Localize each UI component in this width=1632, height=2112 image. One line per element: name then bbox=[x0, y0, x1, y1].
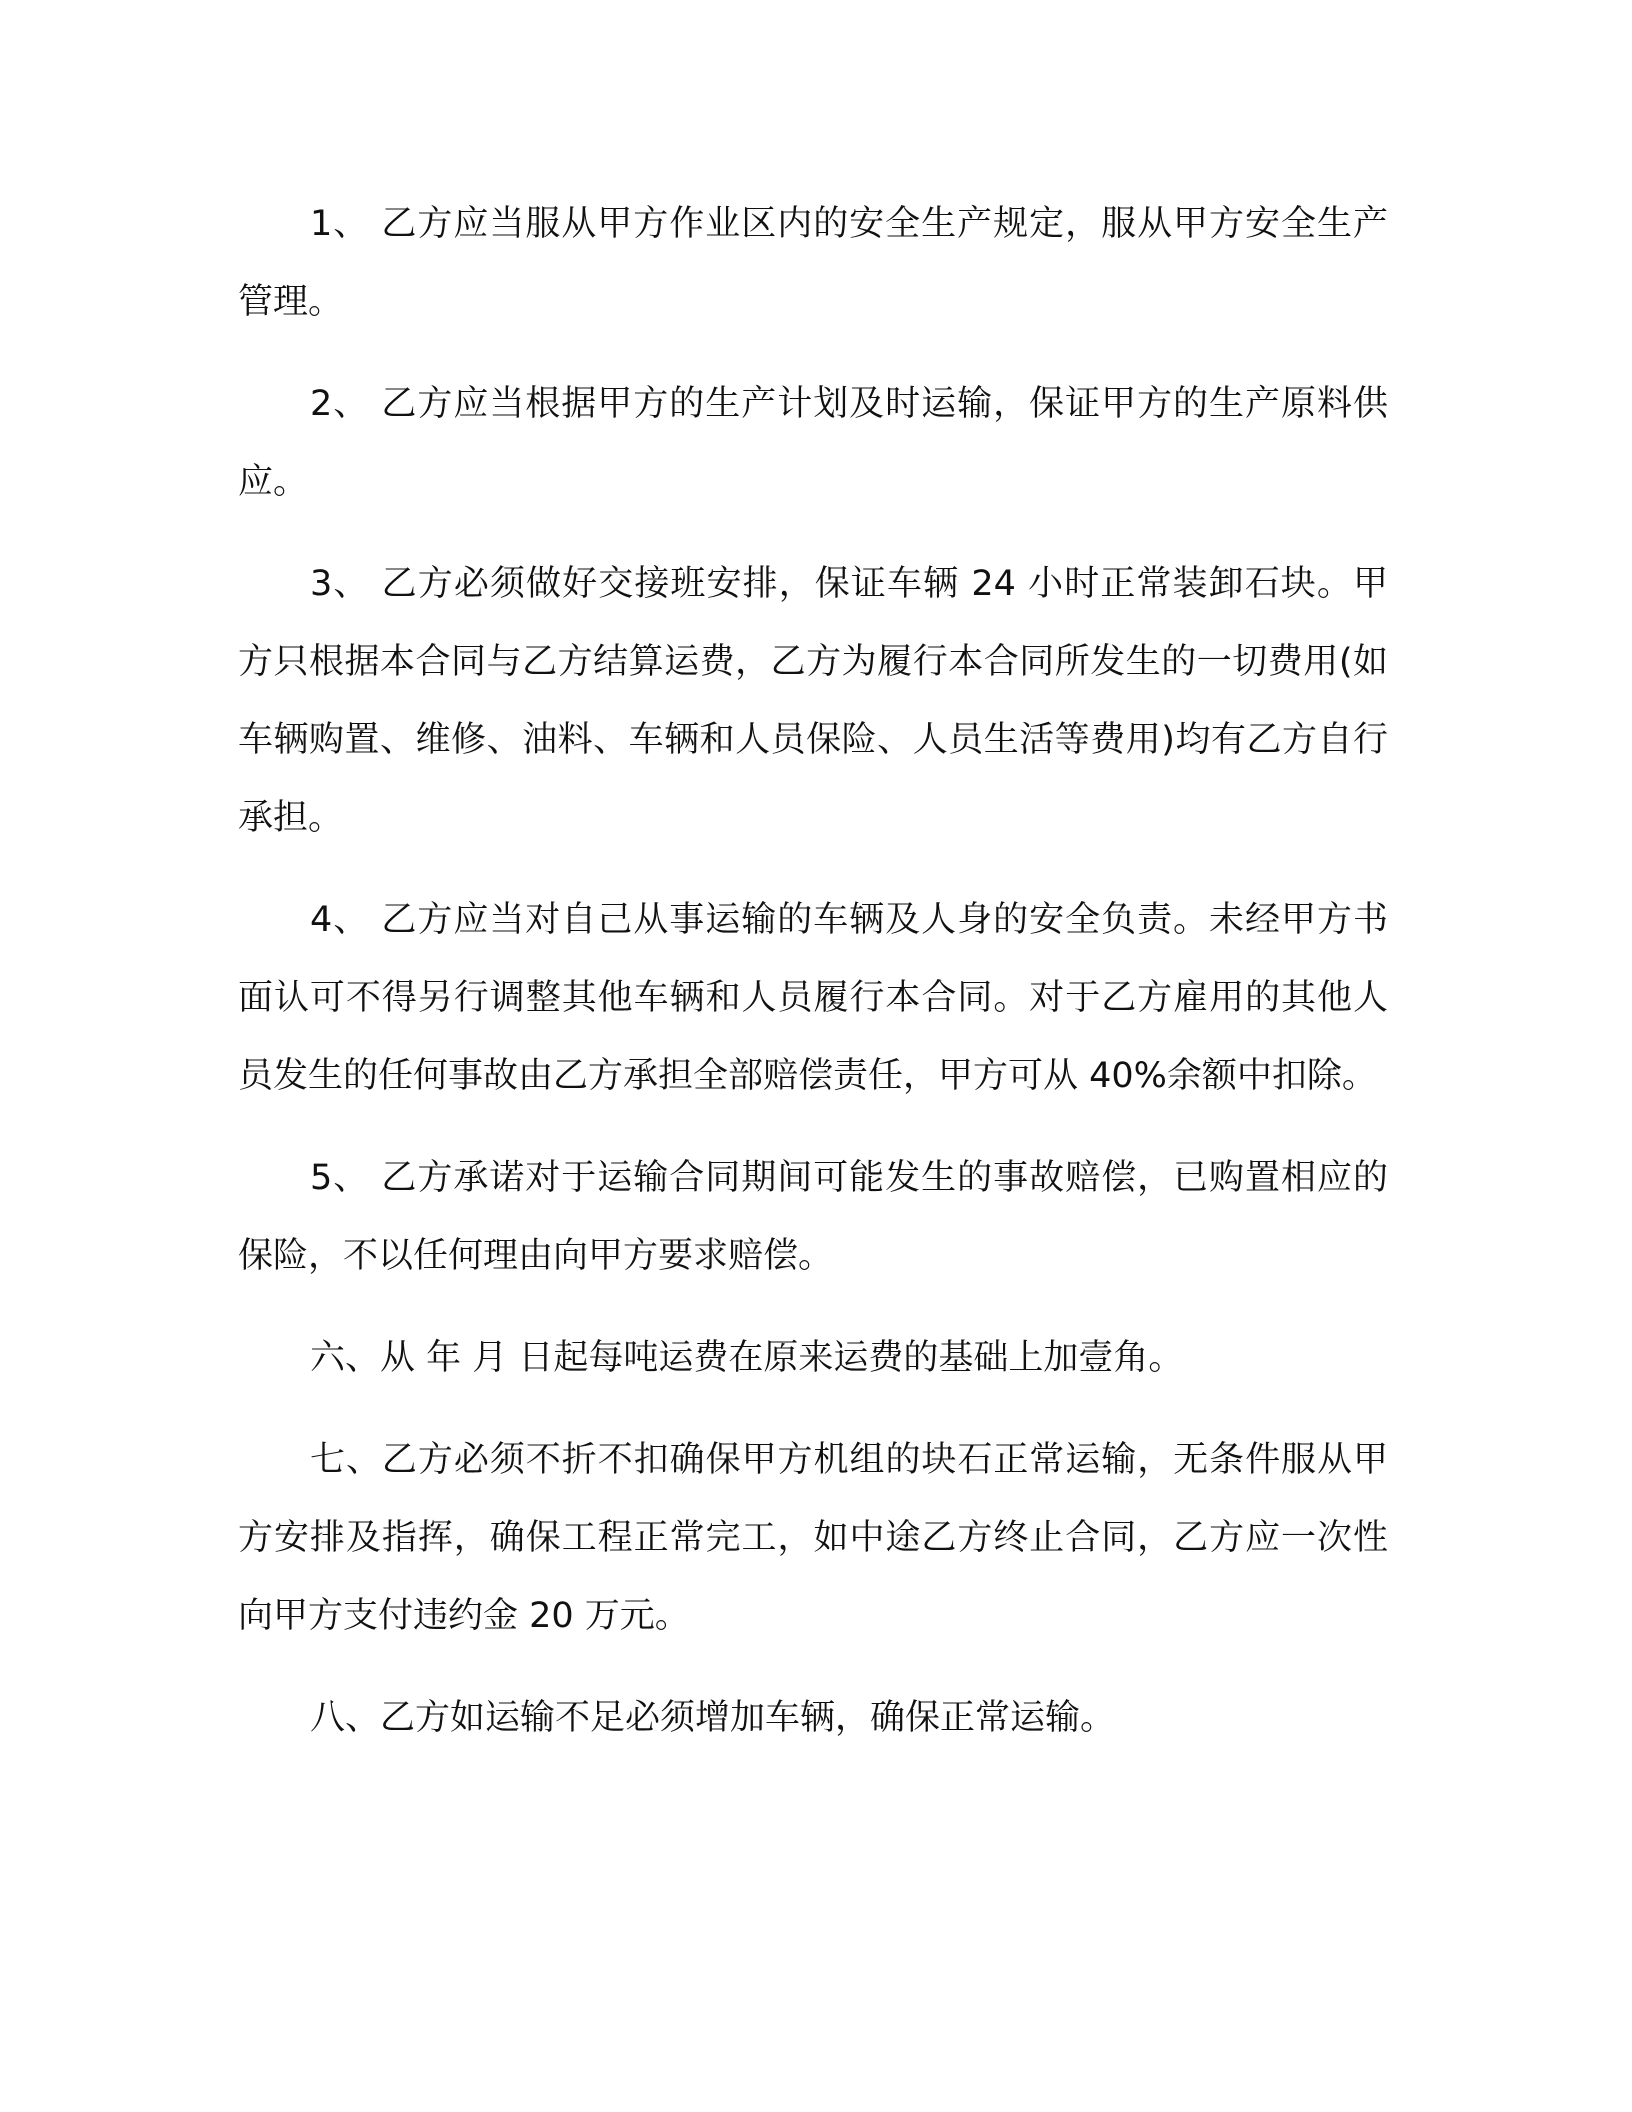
clause-5: 5、 乙方承诺对于运输合同期间可能发生的事故赔偿，已购置相应的保险，不以任何理由向甲方要求赔偿。 bbox=[238, 1158, 1388, 1276]
clause-8: 八、乙方如运输不足必须增加车辆，确保正常运输。 bbox=[310, 1698, 1116, 1738]
clause-7: 七、乙方必须不折不扣确保甲方机组的块石正常运输，无条件服从甲方安排及指挥，确保工程正常完工，如中途乙方终止合同，乙方应一次性向甲方支付违约金 20 万元。 bbox=[238, 1440, 1388, 1636]
clause-3: 3、 乙方必须做好交接班安排，保证车辆 24 小时正常装卸石块。甲方只根据本合同与乙方结算运费，乙方为履行本合同所发生的一切费用(如车辆购置、维修、油料、车辆和人员保险、人员生活等费用)均有乙方自行承担。 bbox=[238, 564, 1388, 838]
document-body bbox=[238, 185, 1388, 1781]
clause-2: 2、 乙方应当根据甲方的生产计划及时运输，保证甲方的生产原料供应。 bbox=[238, 384, 1388, 502]
clause-1: 1、 乙方应当服从甲方作业区内的安全生产规定，服从甲方安全生产管理。 bbox=[238, 204, 1388, 322]
clause-4: 4、 乙方应当对自己从事运输的车辆及人身的安全负责。未经甲方书面认可不得另行调整其他车辆和人员履行本合同。对于乙方雇用的其他人员发生的任何事故由乙方承担全部赔偿责任，甲方可从 40%余额中扣除。 bbox=[238, 900, 1388, 1096]
clause-6: 六、从 年 月 日起每吨运费在原来运费的基础上加壹角。 bbox=[310, 1338, 1184, 1378]
